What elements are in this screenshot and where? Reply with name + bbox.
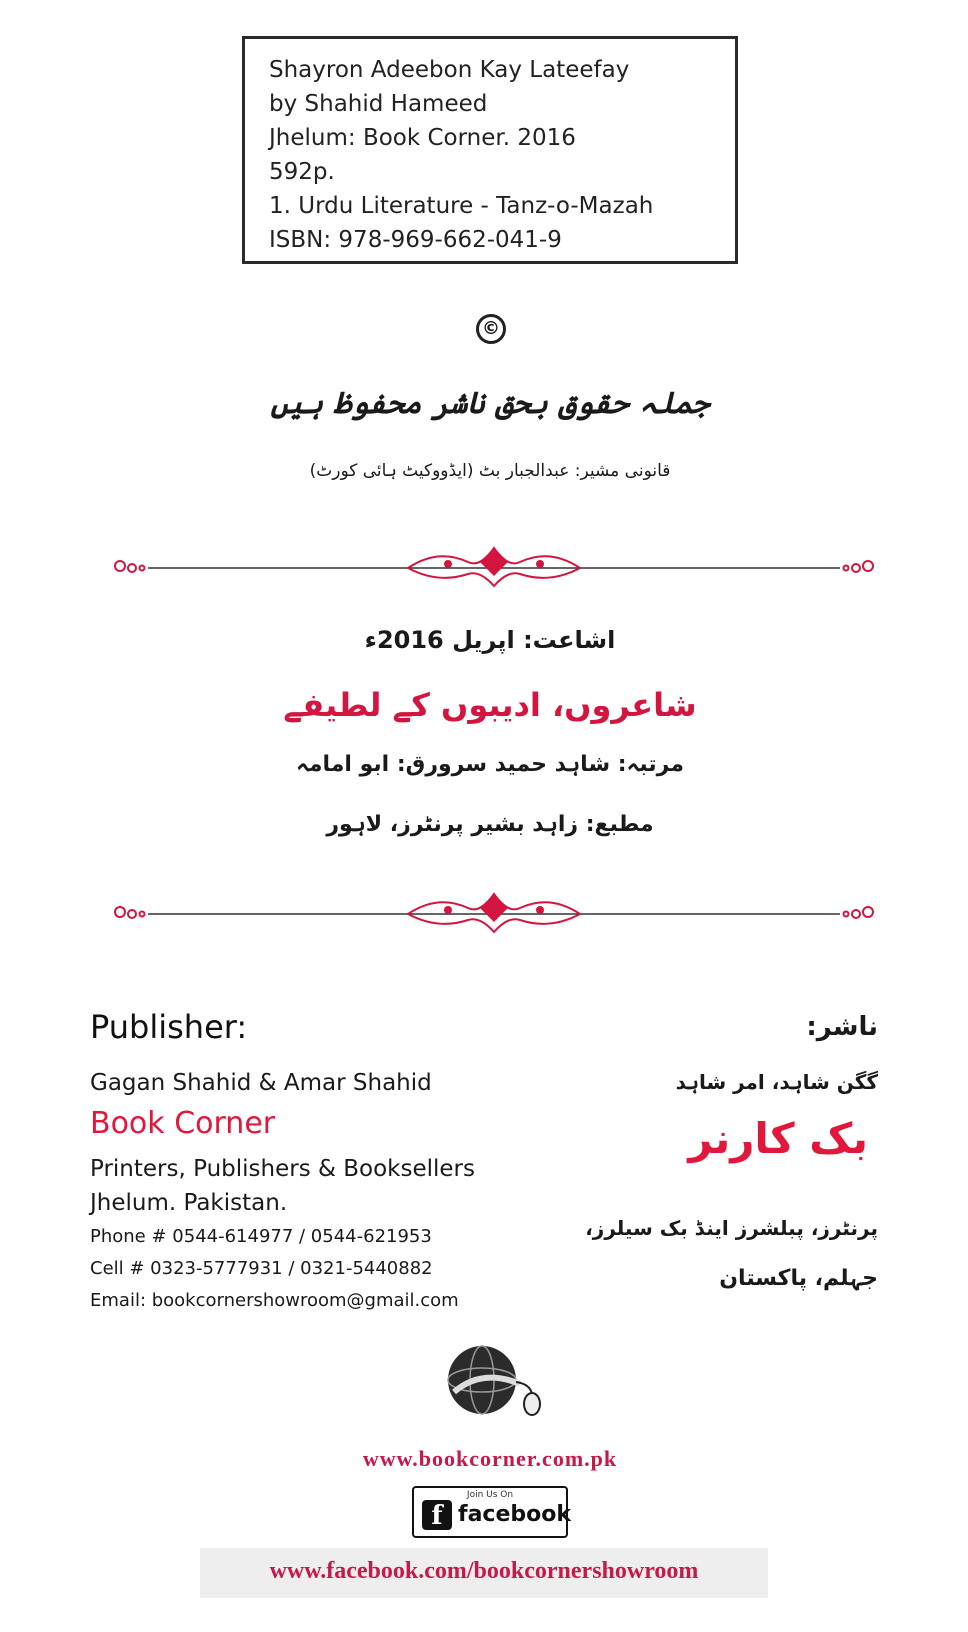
catalog-pages: 592p. [269,159,335,185]
publisher-owners-urdu: گگن شاہد، امر شاہد [675,1070,878,1094]
catalog-subject: 1. Urdu Literature - Tanz-o-Mazah [269,193,654,219]
edition-text: اشاعت: اپریل 2016ء [364,626,616,654]
publisher-description-urdu: پرنٹرز، پبلشرز اینڈ بک سیلرز، [585,1216,878,1240]
compiler-cover-text: مرتبہ: شاہد حمید سرورق: ابو امامہ [296,752,684,777]
publisher-owners: Gagan Shahid & Amar Shahid [90,1070,432,1096]
printer-text: مطبع: زاہد بشیر پرنٹرز، لاہور [326,812,654,837]
catalog-author: by Shahid Hameed [269,91,488,117]
copyright-icon: © [476,314,506,344]
website-link[interactable]: www.bookcorner.com.pk [362,1446,618,1471]
facebook-join-text: Join Us On [466,1490,514,1500]
catalog-title: Shayron Adeebon Kay Lateefay [269,57,630,83]
publisher-label-urdu: ناشر: [806,1012,878,1042]
facebook-icon: f [422,1500,452,1530]
book-title-urdu: شاعروں، ادیبوں کے لطیفے [283,686,697,724]
publisher-city-urdu: جہلم، پاکستان [719,1266,878,1291]
publisher-brand-urdu: بک کارنر [688,1114,868,1163]
legal-advisor-text: قانونی مشیر: عبدالجبار بٹ (ایڈووکیٹ ہائی کورٹ) [309,461,671,481]
facebook-badge[interactable] [412,1486,571,1538]
catalog-imprint: Jhelum: Book Corner. 2016 [269,125,576,151]
publisher-city: Jhelum. Pakistan. [90,1190,288,1216]
ornamental-divider-icon [108,540,880,590]
facebook-url-bar [200,1548,768,1598]
ornamental-divider-icon [108,886,880,936]
catalog-record-box [242,36,738,264]
publisher-brand: Book Corner [90,1106,276,1141]
rights-reserved-text: جملہ حقوق بحق ناشر محفوظ ہیں [270,386,710,421]
catalog-isbn: ISBN: 978-969-662-041-9 [269,227,562,253]
publisher-phone: Phone # 0544-614977 / 0544-621953 [90,1226,432,1247]
publisher-email[interactable]: Email: bookcornershowroom@gmail.com [90,1290,459,1311]
publisher-cell: Cell # 0323-5777931 / 0321-5440882 [90,1258,433,1279]
facebook-url-link[interactable]: www.facebook.com/bookcornershowroom [269,1558,699,1584]
publisher-label: Publisher: [90,1008,248,1046]
publisher-description: Printers, Publishers & Booksellers [90,1156,475,1182]
facebook-wordmark: facebook [458,1502,571,1527]
globe-mouse-icon [440,1338,550,1428]
